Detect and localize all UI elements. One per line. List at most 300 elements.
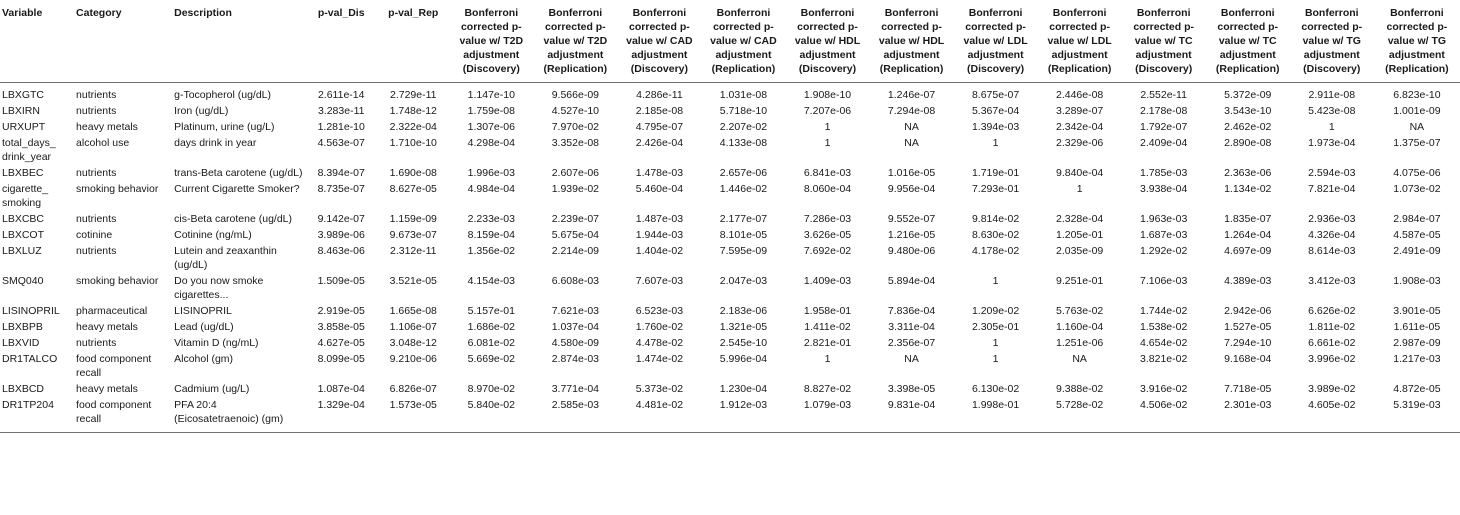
table-cell: pharmaceutical — [76, 305, 148, 317]
table-cell: 1 — [1328, 121, 1335, 133]
table-cell: 8.394e-07 — [317, 167, 365, 179]
table-cell: 1.478e-03 — [635, 167, 684, 179]
table-cell: 2.911e-08 — [1308, 89, 1356, 101]
table-cell: 3.398e-05 — [887, 383, 936, 395]
table-cell: 8.099e-05 — [317, 353, 365, 365]
table-body — [0, 83, 1460, 433]
table-cell: 1.944e-03 — [635, 229, 684, 241]
table-cell: 9.388e-02 — [1055, 383, 1104, 395]
table-cell: 2.491e-09 — [1393, 245, 1441, 257]
table-cell: 1.037e-04 — [551, 321, 599, 333]
table-cell: 1.748e-12 — [389, 105, 437, 117]
table-cell: 4.154e-03 — [467, 275, 515, 287]
table-row — [0, 211, 1460, 227]
table-cell: 5.669e-02 — [467, 353, 515, 365]
table-cell: 2.322e-04 — [389, 121, 437, 133]
table-cell: NA — [904, 121, 919, 133]
table-cell: 7.821e-04 — [1308, 183, 1356, 195]
table-cell: 1.264e-04 — [1224, 229, 1272, 241]
table-row — [0, 335, 1460, 351]
table-row — [0, 165, 1460, 181]
table-cell: 1.998e-01 — [954, 397, 1038, 433]
table-cell: 1.106e-07 — [389, 321, 437, 333]
column-header: p-val_Dis — [305, 0, 377, 83]
table-cell: 4.298e-04 — [467, 137, 515, 149]
table-cell: Cadmium (ug/L) — [174, 383, 250, 395]
table-cell: 4.697e-09 — [1224, 245, 1272, 257]
table-cell: 1.409e-03 — [803, 275, 852, 287]
table-cell: PFA 20:4 (Eicosatetraenoic) (gm) — [172, 397, 305, 433]
table-cell: 5.372e-09 — [1224, 89, 1272, 101]
table-cell: 6.523e-03 — [635, 305, 684, 317]
table-cell: 1.719e-01 — [971, 167, 1020, 179]
table-cell: smoking behavior — [76, 275, 159, 287]
column-header: Bonferroni corrected p-value w/ TC adjustment (Replication) — [1206, 0, 1290, 83]
table-cell: 9.831e-04 — [870, 397, 954, 433]
table-cell: Cotinine (ng/mL) — [174, 229, 252, 241]
table-row — [0, 119, 1460, 135]
table-cell: 1.687e-03 — [1140, 229, 1188, 241]
column-header: Bonferroni corrected p-value w/ CAD adjustment (Replication) — [701, 0, 785, 83]
table-cell: 2.890e-08 — [1224, 137, 1272, 149]
table-cell: 7.294e-10 — [1224, 337, 1272, 349]
column-header: Bonferroni corrected p-value w/ T2D adjustment (Discovery) — [449, 0, 533, 83]
table-cell: 2.936e-03 — [1308, 213, 1356, 225]
table-cell: 8.827e-02 — [803, 383, 852, 395]
table-cell: 1.073e-02 — [1393, 183, 1441, 195]
table-cell: 4.481e-02 — [617, 397, 701, 433]
table-cell: nutrients — [76, 167, 117, 179]
table-cell: 2.984e-07 — [1393, 213, 1441, 225]
table-cell: 1.760e-02 — [635, 321, 684, 333]
table-cell: 1.908e-03 — [1393, 275, 1441, 287]
table-cell: 6.130e-02 — [971, 383, 1020, 395]
table-cell: 1.690e-08 — [389, 167, 437, 179]
table-cell: 4.178e-02 — [971, 245, 1020, 257]
table-cell: 2.214e-09 — [551, 245, 599, 257]
table-cell: 4.075e-06 — [1393, 167, 1441, 179]
table-cell: 2.207e-02 — [719, 121, 768, 133]
table-cell: 3.916e-02 — [1140, 383, 1188, 395]
table-cell: 2.821e-01 — [803, 337, 852, 349]
table-cell: 3.311e-04 — [888, 321, 935, 333]
table-cell: 1.527e-05 — [1224, 321, 1272, 333]
table-cell: 1.307e-06 — [467, 121, 515, 133]
table-cell: 4.326e-04 — [1308, 229, 1356, 241]
table-cell: 2.305e-01 — [971, 321, 1020, 333]
table-cell: cotinine — [76, 229, 113, 241]
table-cell: 8.970e-02 — [467, 383, 515, 395]
table-cell: 2.328e-04 — [1055, 213, 1104, 225]
table-cell: 1.912e-03 — [701, 397, 785, 433]
table-cell: 7.595e-09 — [719, 245, 768, 257]
table-cell: Do you now smoke cigarettes... — [174, 275, 264, 301]
table-cell: 5.460e-04 — [635, 183, 684, 195]
table-cell: LBXCOT — [2, 229, 45, 241]
table-row — [0, 351, 1460, 381]
table-cell: Iron (ug/dL) — [174, 105, 229, 117]
table-cell: 1.744e-02 — [1140, 305, 1188, 317]
table-cell: 2.942e-06 — [1224, 305, 1272, 317]
table-cell: 1.573e-05 — [377, 397, 449, 433]
table-cell: 8.463e-06 — [317, 245, 365, 257]
table-cell: 4.478e-02 — [635, 337, 684, 349]
table-cell: 1.996e-03 — [467, 167, 515, 179]
table-cell: 3.821e-02 — [1140, 353, 1188, 365]
table-cell: 3.412e-03 — [1308, 275, 1356, 287]
column-header: Bonferroni corrected p-value w/ TG adjustment (Discovery) — [1290, 0, 1374, 83]
table-cell: 7.836e-04 — [887, 305, 936, 317]
table-cell: 4.654e-02 — [1140, 337, 1188, 349]
column-header: Category — [74, 0, 172, 83]
table-cell: 7.970e-02 — [551, 121, 599, 133]
table-cell: 9.956e-04 — [887, 183, 936, 195]
column-header: p-val_Rep — [377, 0, 449, 83]
table-cell: Lead (ug/dL) — [174, 321, 234, 333]
table-cell: 1 — [1076, 183, 1083, 195]
table-cell: 1.079e-03 — [785, 397, 869, 433]
table-cell: 8.675e-07 — [971, 89, 1020, 101]
table-cell: 8.627e-05 — [389, 183, 437, 195]
column-header: Bonferroni corrected p-value w/ TC adjustment (Discovery) — [1122, 0, 1206, 83]
table-header — [0, 0, 1460, 83]
table-cell: 5.996e-04 — [719, 353, 768, 365]
table-cell: 6.841e-03 — [803, 167, 852, 179]
table-cell: 1.394e-03 — [971, 121, 1020, 133]
column-header: Variable — [0, 0, 74, 83]
table-cell: 1.031e-08 — [719, 89, 768, 101]
table-cell: 1.509e-05 — [317, 275, 365, 287]
table-cell: 4.984e-04 — [467, 183, 515, 195]
table-cell: 5.728e-02 — [1038, 397, 1122, 433]
table-row — [0, 135, 1460, 165]
column-header: Bonferroni corrected p-value w/ T2D adjustment (Replication) — [533, 0, 617, 83]
table-cell: 8.614e-03 — [1308, 245, 1356, 257]
table-cell: 6.661e-02 — [1308, 337, 1356, 349]
table-cell: Alcohol (gm) — [174, 353, 234, 365]
table-row — [0, 397, 1460, 433]
table-cell: 1.759e-08 — [467, 105, 515, 117]
table-cell: 2.356e-07 — [887, 337, 936, 349]
table-cell: 4.563e-07 — [317, 137, 365, 149]
table-cell: food component recall — [74, 397, 172, 433]
table-cell: LBXBEC — [2, 167, 44, 179]
table-cell: 2.729e-11 — [390, 89, 437, 101]
table-cell: 1.230e-04 — [719, 383, 768, 395]
table-cell: 5.763e-02 — [1055, 305, 1104, 317]
table-cell: nutrients — [76, 337, 117, 349]
table-row — [0, 319, 1460, 335]
table-cell: 2.874e-03 — [551, 353, 599, 365]
table-cell: 1.321e-05 — [719, 321, 768, 333]
table-cell: 4.587e-05 — [1393, 229, 1441, 241]
table-cell: nutrients — [76, 89, 117, 101]
table-cell: 3.521e-05 — [389, 275, 437, 287]
table-cell: 1.356e-02 — [467, 245, 515, 257]
table-cell: 6.608e-03 — [551, 275, 599, 287]
table-cell: 3.996e-02 — [1308, 353, 1356, 365]
table-cell: 5.373e-02 — [635, 383, 684, 395]
table-cell: 3.352e-08 — [551, 137, 599, 149]
table-cell: 1.665e-08 — [389, 305, 437, 317]
table-cell: 1.160e-04 — [1055, 321, 1104, 333]
table-cell: cigarette_ smoking — [2, 183, 49, 209]
table-cell: 2.607e-06 — [551, 167, 599, 179]
column-header: Bonferroni corrected p-value w/ HDL adjustment (Replication) — [870, 0, 954, 83]
table-cell: 2.426e-04 — [635, 137, 684, 149]
table-cell: 4.286e-11 — [636, 89, 683, 101]
table-cell: smoking behavior — [76, 183, 159, 195]
table-row — [0, 243, 1460, 273]
table-cell: 9.566e-09 — [551, 89, 599, 101]
table-cell: 4.627e-05 — [317, 337, 365, 349]
table-cell: 2.329e-06 — [1055, 137, 1104, 149]
table-cell: 4.795e-07 — [635, 121, 684, 133]
table-cell: nutrients — [76, 245, 117, 257]
table-cell: 2.047e-03 — [719, 275, 768, 287]
table-cell: nutrients — [76, 105, 117, 117]
table-cell: 6.626e-02 — [1308, 305, 1356, 317]
table-cell: 9.142e-07 — [317, 213, 365, 225]
table-cell: 2.233e-03 — [467, 213, 515, 225]
table-cell: total_days_ drink_year — [2, 137, 56, 163]
table-cell: 2.183e-06 — [719, 305, 768, 317]
table-cell: food component recall — [76, 353, 152, 379]
table-cell: 1 — [824, 121, 831, 133]
table-cell: 1 — [824, 353, 831, 365]
table-cell: 1 — [992, 353, 999, 365]
table-cell: 3.771e-04 — [551, 383, 599, 395]
table-cell: URXUPT — [2, 121, 46, 133]
table-cell: Platinum, urine (ug/L) — [174, 121, 275, 133]
table-cell: trans-Beta carotene (ug/dL) — [174, 167, 303, 179]
table-cell: 1 — [992, 275, 999, 287]
table-cell: 1.209e-02 — [971, 305, 1020, 317]
table-row — [0, 303, 1460, 319]
table-row — [0, 83, 1460, 104]
table-row — [0, 273, 1460, 303]
table-cell: 1.404e-02 — [635, 245, 684, 257]
table-cell: heavy metals — [76, 321, 138, 333]
table-cell: 1.251e-06 — [1055, 337, 1104, 349]
table-cell: 7.692e-02 — [803, 245, 852, 257]
table-cell: alcohol use — [76, 137, 130, 149]
table-cell: 1.835e-07 — [1224, 213, 1272, 225]
table-cell: LISINOPRIL — [2, 305, 60, 317]
table-cell: LBXBCD — [2, 383, 45, 395]
table-cell: 2.987e-09 — [1393, 337, 1441, 349]
table-cell: LBXCBC — [2, 213, 45, 225]
table-cell: 1.246e-07 — [887, 89, 936, 101]
table-cell: 4.527e-10 — [551, 105, 599, 117]
table-cell: DR1TP204 — [0, 397, 74, 433]
table-cell: LBXVID — [2, 337, 40, 349]
table-cell: 3.901e-05 — [1393, 305, 1441, 317]
table-cell: 2.185e-08 — [635, 105, 684, 117]
table-cell: 1.329e-04 — [305, 397, 377, 433]
table-cell: 5.840e-02 — [449, 397, 533, 433]
table-cell: 3.289e-07 — [1055, 105, 1104, 117]
table-cell: 1.487e-03 — [635, 213, 684, 225]
table-cell: 3.858e-05 — [317, 321, 365, 333]
table-cell: 1.811e-02 — [1308, 321, 1356, 333]
table-cell: 5.367e-04 — [971, 105, 1020, 117]
table-cell: 1.611e-05 — [1393, 321, 1441, 333]
table-cell: 9.673e-07 — [389, 229, 437, 241]
table-cell: 5.894e-04 — [887, 275, 936, 287]
table-cell: g-Tocopherol (ug/dL) — [174, 89, 271, 101]
table-cell: 2.594e-03 — [1308, 167, 1356, 179]
table-cell: 1.134e-02 — [1224, 183, 1272, 195]
column-header: Bonferroni corrected p-value w/ TG adjustment (Replication) — [1374, 0, 1460, 83]
table-cell: days drink in year — [174, 137, 257, 149]
table-cell: 1.205e-01 — [1055, 229, 1104, 241]
table-cell: Vitamin D (ng/mL) — [174, 337, 259, 349]
table-cell: 3.626e-05 — [803, 229, 852, 241]
table-cell: heavy metals — [76, 121, 138, 133]
column-header: Bonferroni corrected p-value w/ HDL adjustment (Discovery) — [785, 0, 869, 83]
table-cell: 1.686e-02 — [467, 321, 515, 333]
table-cell: cis-Beta carotene (ug/dL) — [174, 213, 293, 225]
table-cell: 1.087e-04 — [317, 383, 365, 395]
table-cell: SMQ040 — [2, 275, 44, 287]
table-cell: 7.294e-08 — [887, 105, 936, 117]
table-cell: 7.106e-03 — [1140, 275, 1188, 287]
column-header: Bonferroni corrected p-value w/ LDL adjustment (Replication) — [1038, 0, 1122, 83]
table-cell: 9.251e-01 — [1055, 275, 1104, 287]
table-cell: 4.872e-05 — [1393, 383, 1441, 395]
table-cell: 3.989e-06 — [317, 229, 365, 241]
table-cell: 1.538e-02 — [1140, 321, 1188, 333]
table-cell: 3.938e-04 — [1140, 183, 1188, 195]
table-cell: 2.312e-11 — [390, 245, 437, 257]
table-cell: Lutein and zeaxanthin (ug/dL) — [174, 245, 277, 271]
table-cell: 1.159e-09 — [389, 213, 437, 225]
table-cell: 1.908e-10 — [803, 89, 852, 101]
table-cell: 5.718e-10 — [719, 105, 768, 117]
table-cell: 1.411e-02 — [804, 321, 851, 333]
table-cell: 4.605e-02 — [1290, 397, 1374, 433]
table-cell: 1.792e-07 — [1140, 121, 1188, 133]
table-cell: 1.973e-04 — [1308, 137, 1356, 149]
table-row — [0, 381, 1460, 397]
table-cell: NA — [1072, 353, 1087, 365]
table-cell: 2.342e-04 — [1055, 121, 1104, 133]
table-cell: 1.958e-01 — [803, 305, 852, 317]
table-cell: NA — [904, 353, 919, 365]
table-cell: 2.177e-07 — [719, 213, 768, 225]
table-row — [0, 103, 1460, 119]
table-cell: 9.168e-04 — [1224, 353, 1272, 365]
table-row — [0, 181, 1460, 211]
table-cell: 9.814e-02 — [971, 213, 1020, 225]
table-cell: 4.133e-08 — [719, 137, 768, 149]
table-cell: 6.081e-02 — [467, 337, 515, 349]
table-cell: 1 — [992, 137, 999, 149]
table-cell: 1.785e-03 — [1140, 167, 1188, 179]
table-cell: 5.319e-03 — [1374, 397, 1460, 433]
table-cell: 3.048e-12 — [389, 337, 437, 349]
header-row — [0, 0, 1460, 83]
table-cell: 2.919e-05 — [317, 305, 365, 317]
table-cell: 3.283e-11 — [317, 105, 365, 117]
table-cell: 1.474e-02 — [635, 353, 684, 365]
column-header: Bonferroni corrected p-value w/ LDL adjustment (Discovery) — [954, 0, 1038, 83]
table-cell: 2.552e-11 — [1140, 89, 1187, 101]
table-cell: 2.035e-09 — [1055, 245, 1104, 257]
table-cell: 8.159e-04 — [467, 229, 515, 241]
table-cell: 4.580e-09 — [551, 337, 599, 349]
table-cell: 2.239e-07 — [551, 213, 599, 225]
table-cell: 7.286e-03 — [803, 213, 852, 225]
table-cell: NA — [1409, 121, 1425, 133]
table-cell: 6.826e-07 — [389, 383, 437, 395]
table-cell: 1.292e-02 — [1140, 245, 1188, 257]
table-cell: 5.423e-08 — [1308, 105, 1356, 117]
table-cell: 1.001e-09 — [1393, 105, 1441, 117]
table-cell: 7.621e-03 — [551, 305, 599, 317]
table-cell: 1.939e-02 — [551, 183, 599, 195]
table-cell: 4.389e-03 — [1224, 275, 1272, 287]
table-cell: heavy metals — [76, 383, 138, 395]
table-cell: 1.216e-05 — [887, 229, 936, 241]
table-cell: 5.157e-01 — [467, 305, 515, 317]
table-cell: 2.409e-04 — [1140, 137, 1188, 149]
table-cell: 9.552e-07 — [887, 213, 936, 225]
table-cell: 2.545e-10 — [719, 337, 768, 349]
table-cell: DR1TALCO — [2, 353, 58, 365]
table-cell: 7.718e-05 — [1224, 383, 1272, 395]
table-cell: 1.446e-02 — [719, 183, 768, 195]
table-cell: nutrients — [76, 213, 117, 225]
table-cell: LISINOPRIL — [174, 305, 232, 317]
table-cell: 2.657e-06 — [719, 167, 768, 179]
table-cell: LBXBPB — [2, 321, 43, 333]
table-cell: 2.611e-14 — [317, 89, 365, 101]
table-cell: 1.217e-03 — [1393, 353, 1441, 365]
table-cell: 5.675e-04 — [551, 229, 599, 241]
table-row — [0, 227, 1460, 243]
table-cell: 9.480e-06 — [887, 245, 936, 257]
table-cell: LBXIRN — [2, 105, 40, 117]
table-cell: 8.735e-07 — [317, 183, 365, 195]
column-header: Bonferroni corrected p-value w/ CAD adjustment (Discovery) — [617, 0, 701, 83]
table-cell: NA — [904, 137, 919, 149]
table-cell: 1 — [992, 337, 999, 349]
table-cell: 8.630e-02 — [971, 229, 1020, 241]
table-cell: 1.281e-10 — [317, 121, 365, 133]
table-cell: 1.375e-07 — [1393, 137, 1441, 149]
table-cell: 3.543e-10 — [1224, 105, 1272, 117]
table-cell: 7.293e-01 — [971, 183, 1020, 195]
table-cell: 9.840e-04 — [1055, 167, 1104, 179]
table-cell: LBXGTC — [2, 89, 45, 101]
table-cell: 2.301e-03 — [1206, 397, 1290, 433]
table-cell: 3.989e-02 — [1308, 383, 1356, 395]
table-cell: 6.823e-10 — [1393, 89, 1441, 101]
table-cell: Current Cigarette Smoker? — [174, 183, 300, 195]
table-cell: 4.506e-02 — [1122, 397, 1206, 433]
table-cell: LBXLUZ — [2, 245, 42, 257]
table-cell: 8.060e-04 — [803, 183, 852, 195]
table-cell: 8.101e-05 — [719, 229, 768, 241]
table-cell: 1.963e-03 — [1140, 213, 1188, 225]
table-cell: 1.016e-05 — [887, 167, 936, 179]
table-cell: 2.178e-08 — [1140, 105, 1188, 117]
table-cell: 7.607e-03 — [635, 275, 684, 287]
table-cell: 1.147e-10 — [467, 89, 515, 101]
table-cell: 2.585e-03 — [533, 397, 617, 433]
